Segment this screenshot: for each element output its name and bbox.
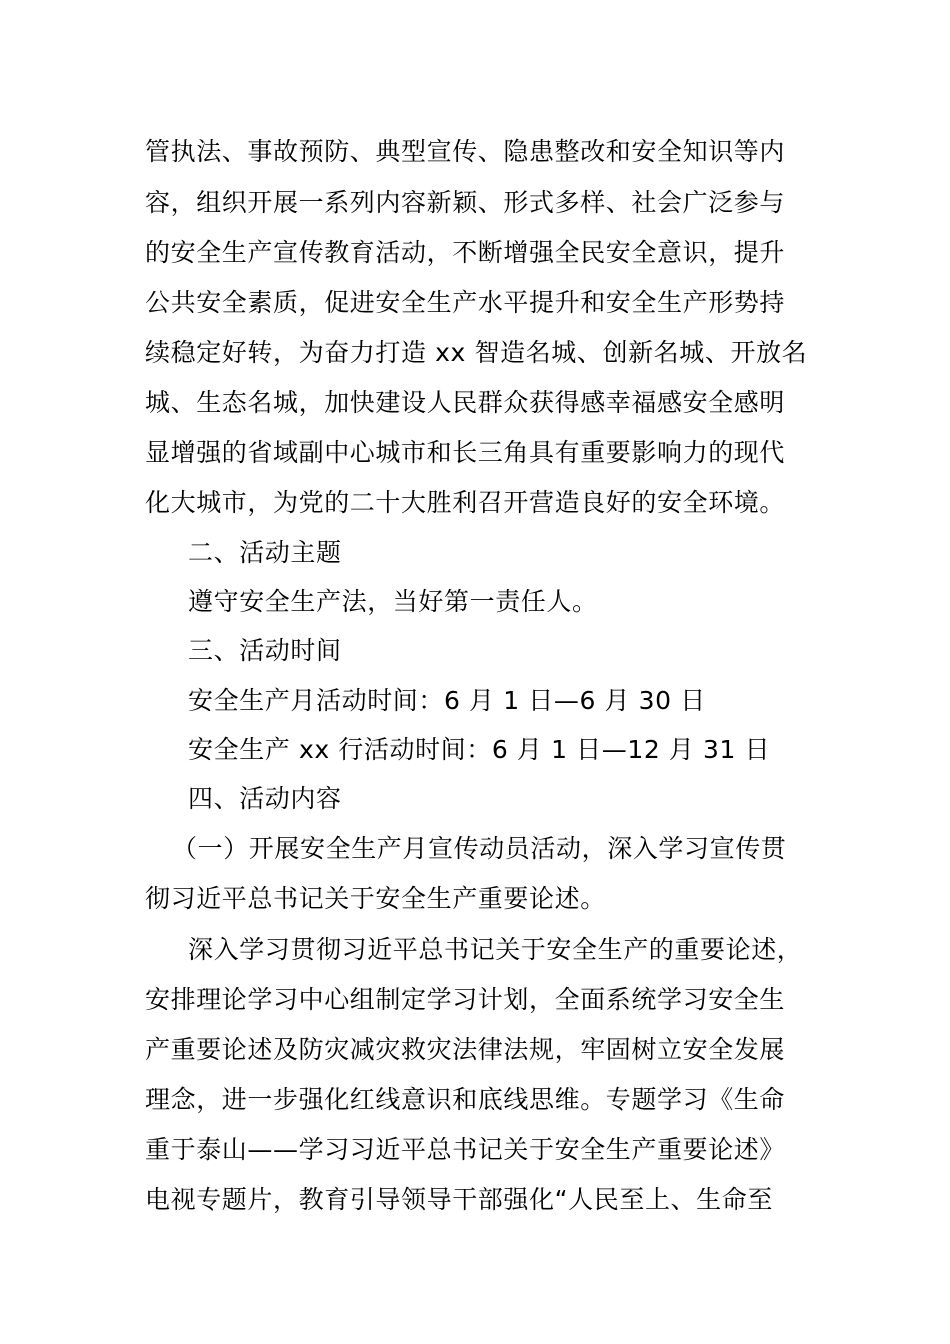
section-heading-theme: 二、活动主题 bbox=[188, 538, 342, 567]
paragraph-1-line: 化大城市，为党的二十大胜利召开营造良好的安全环境。 bbox=[145, 488, 786, 517]
paragraph-1-line: 管执法、事故预防、典型宣传、隐患整改和安全知识等内 bbox=[145, 137, 786, 166]
subheading-line: 彻习近平总书记关于安全生产重要论述。 bbox=[145, 884, 606, 913]
paragraph-2-line: 重于泰山——学习习近平总书记关于安全生产重要论述》 bbox=[145, 1135, 786, 1164]
paragraph-2-line: 产重要论述及防灾减灾救灾法律法规，牢固树立安全发展 bbox=[145, 1035, 786, 1064]
time-item-xx: 安全生产 xx 行活动时间：6 月 1 日—12 月 31 日 bbox=[188, 735, 771, 764]
section-heading-content: 四、活动内容 bbox=[188, 784, 342, 813]
paragraph-2-line: 安排理论学习中心组制定学习计划，全面系统学习安全生 bbox=[145, 985, 786, 1014]
paragraph-1-line: 容，组织开展一系列内容新颖、形式多样、社会广泛参与 bbox=[145, 188, 786, 217]
section-heading-time: 三、活动时间 bbox=[188, 636, 342, 665]
paragraph-1-line: 的安全生产宣传教育活动，不断增强全民安全意识，提升 bbox=[145, 238, 786, 267]
paragraph-2-line: 深入学习贯彻习近平总书记关于安全生产的重要论述， bbox=[188, 935, 803, 964]
subheading-line: （一）开展安全生产月宣传动员活动，深入学习宣传贯 bbox=[172, 834, 787, 863]
paragraph-1-line: 续稳定好转，为奋力打造 xx 智造名城、创新名城、开放名 bbox=[145, 338, 808, 367]
time-item-month: 安全生产月活动时间：6 月 1 日—6 月 30 日 bbox=[188, 686, 706, 715]
paragraph-1-line: 公共安全素质，促进安全生产水平提升和安全生产形势持 bbox=[145, 288, 786, 317]
paragraph-1-line: 显增强的省域副中心城市和长三角具有重要影响力的现代 bbox=[145, 438, 786, 467]
paragraph-2-line: 电视专题片，教育引导领导干部强化“人民至上、生命至 bbox=[145, 1185, 773, 1214]
paragraph-2-line: 理念，进一步强化红线意识和底线思维。专题学习《生命 bbox=[145, 1085, 786, 1114]
paragraph-1-line: 城、生态名城，加快建设人民群众获得感幸福感安全感明 bbox=[145, 388, 786, 417]
theme-text: 遵守安全生产法，当好第一责任人。 bbox=[188, 587, 598, 616]
